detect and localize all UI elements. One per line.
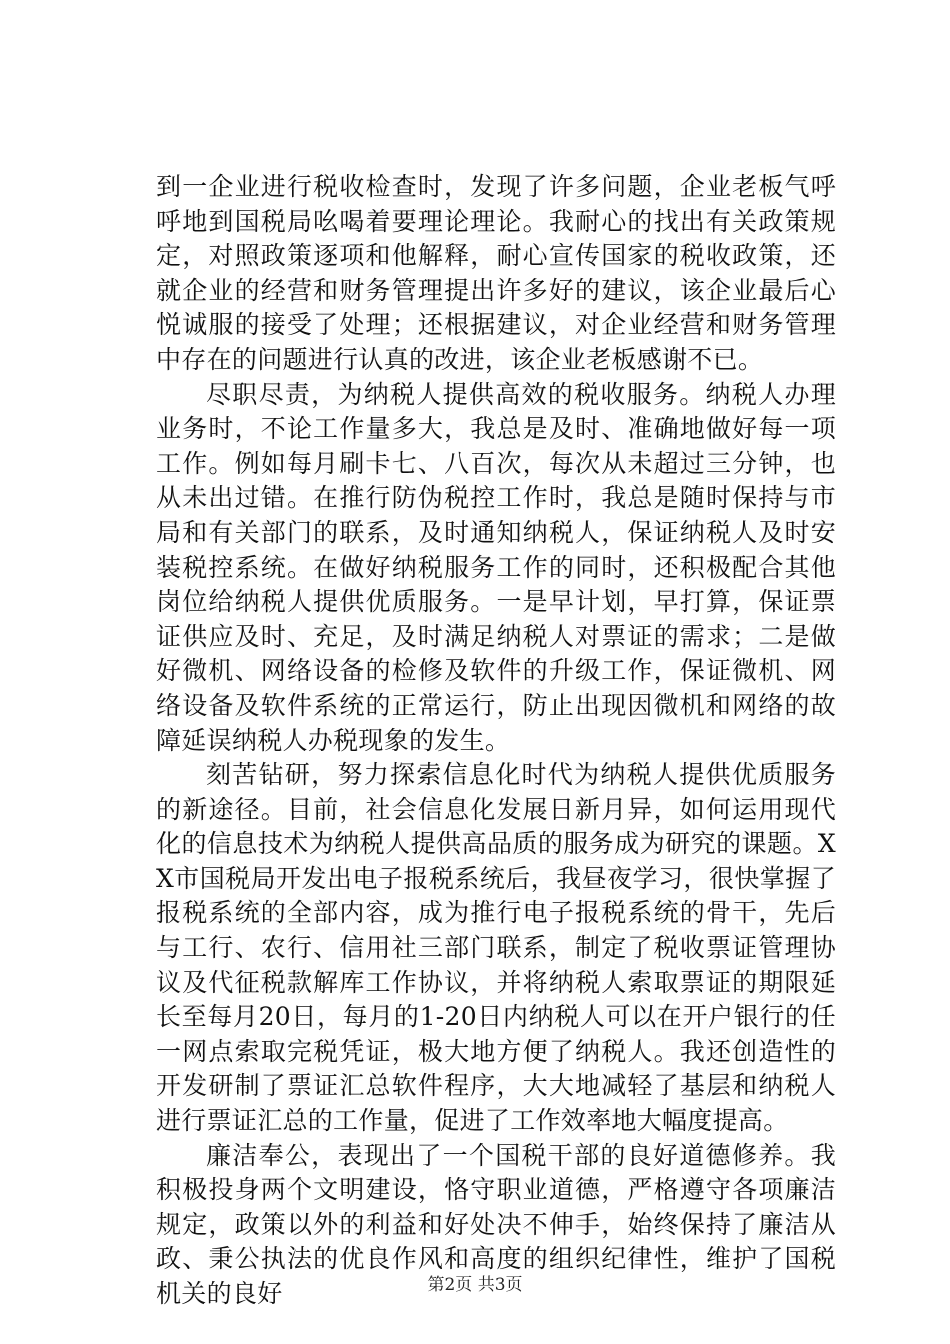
document-body xyxy=(156,170,836,1312)
page-number-footer: 第2页 共3页 xyxy=(427,1275,523,1295)
paragraph-research: 刻苦钻研，努力探索信息化时代为纳税人提供优质服务的新途径。目前，社会信息化发展日新月异，如何运用现代化的信息技术为纳税人提供高品质的服务成为研究的课题。XX市国税局开发出电子报税系统后，我昼夜学习，很快掌握了报税系统的全部内容，成为推行电子报税系统的骨干，先后与工行、农行、信用社三部门联系，制定了税收票证管理协议及代征税款解库工作协议，并将纳税人索取票证的期限延长至每月20日，每月的1-20日内纳税人可以在开户银行的任一网点索取完税凭证，极大地方便了纳税人。我还创造性的开发研制了票证汇总软件程序，大大地减轻了基层和纳税人进行票证汇总的工作量，促进了工作效率地大幅度提高。 xyxy=(156,760,836,1136)
paragraph-continuation: 到一企业进行税收检查时，发现了许多问题，企业老板气呼呼地到国税局吆喝着要理论理论。我耐心的找出有关政策规定，对照政策逐项和他解释，耐心宣传国家的税收政策，还就企业的经营和财务管理提出许多好的建议，该企业最后心悦诚服的接受了处理；还根据建议，对企业经营和财务管理中存在的问题进行认真的改进，该企业老板感谢不已。 xyxy=(156,172,836,374)
paragraph-service: 尽职尽责，为纳税人提供高效的税收服务。纳税人办理业务时，不论工作量多大，我总是及时、准确地做好每一项工作。例如每月刷卡七、八百次，每次从未超过三分钟，也从未出过错。在推行防伪税控工作时，我总是随时保持与市局和有关部门的联系，及时通知纳税人，保证纳税人及时安装税控系统。在做好纳税服务工作的同时，还积极配合其他岗位给纳税人提供优质服务。一是早计划，早打算，保证票证供应及时、充足，及时满足纳税人对票证的需求；二是做好微机、网络设备的检修及软件的升级工作，保证微机、网络设备及软件系统的正常运行，防止出现因微机和网络的故障延误纳税人办税现象的发生。 xyxy=(156,379,836,755)
paragraph-integrity: 廉洁奉公，表现出了一个国税干部的良好道德修养。我积极投身两个文明建设，恪守职业道德，严格遵守各项廉洁规定，政策以外的利益和好处决不伸手，始终保持了廉洁从政、秉公执法的优良作风和高度的组织纪律性，维护了国税机关的良好 xyxy=(156,1140,836,1308)
